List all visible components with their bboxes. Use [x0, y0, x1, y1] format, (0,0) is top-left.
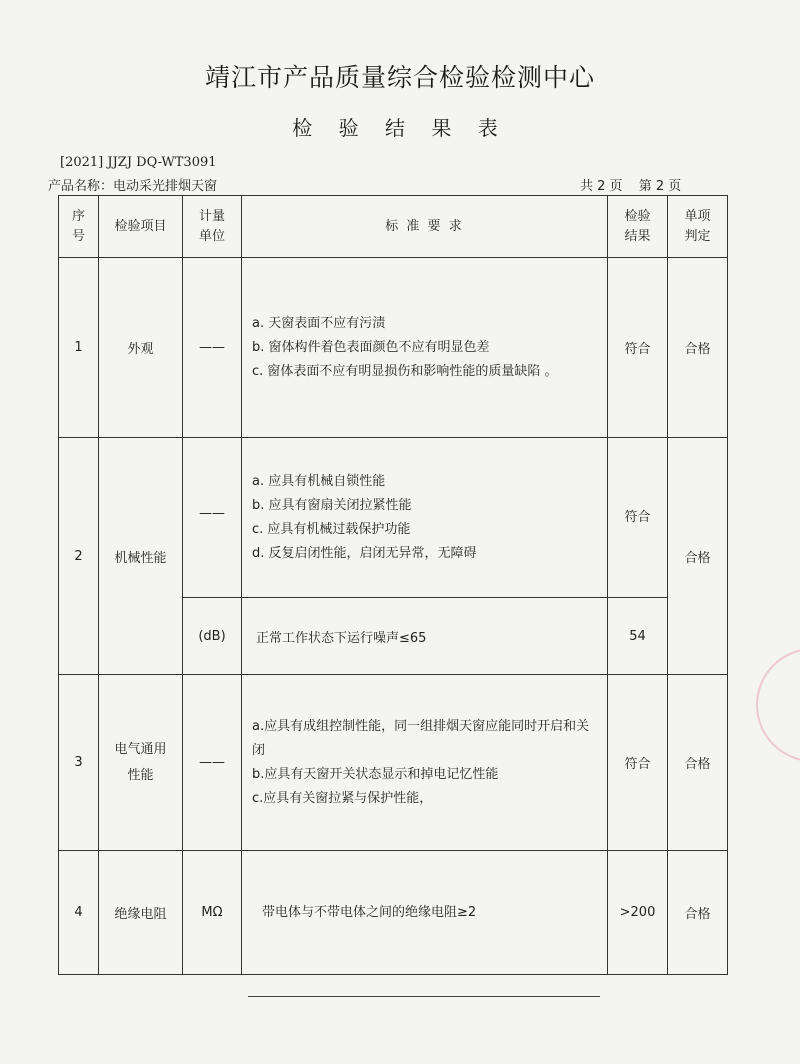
- row-unit: ——: [183, 675, 242, 851]
- table-row: [59, 258, 728, 438]
- header-standard: 标 准 要 求: [242, 196, 608, 258]
- row-item: 机械性能: [99, 438, 183, 675]
- end-divider: [248, 996, 600, 997]
- row-seq: 4: [59, 851, 99, 975]
- standard-line: a. 天窗表面不应有污渍: [252, 315, 386, 331]
- standard-line: a. 应具有机械自锁性能: [252, 473, 386, 489]
- standard-line: a.应具有成组控制性能，同一组排烟天窗应能同时开启和关闭: [252, 718, 590, 758]
- row-item: 外观: [99, 258, 183, 438]
- header-unit: 计量单位: [183, 196, 242, 258]
- row-unit: MΩ: [183, 851, 242, 975]
- standard-line: b.应具有天窗开关状态显示和掉电记忆性能: [252, 766, 499, 782]
- standard-line: c.应具有关窗拉紧与保护性能，: [252, 790, 433, 806]
- current-page: 第 2 页: [638, 179, 682, 194]
- row-standard: [242, 258, 608, 438]
- org-title: 靖江市产品质量综合检验检测中心: [204, 63, 595, 92]
- row-standard: [242, 438, 608, 598]
- product-name: 产品名称：电动采光排烟天窗: [48, 179, 218, 194]
- header-verdict: 单项判定: [668, 196, 728, 258]
- row-result: >200: [608, 851, 668, 975]
- row-verdict: 合格: [668, 851, 728, 975]
- row-standard: 带电体与不带电体之间的绝缘电阻≥2: [242, 851, 608, 975]
- header-result: 检验结果: [608, 196, 668, 258]
- table-row: [59, 675, 728, 851]
- table-row: [59, 438, 728, 598]
- subrow-result: 54: [608, 598, 668, 675]
- row-seq: 1: [59, 258, 99, 438]
- standard-line: b. 窗体构件着色表面颜色不应有明显色差: [252, 339, 490, 355]
- standard-line: b. 应具有窗扇关闭拉紧性能: [252, 497, 412, 513]
- header-item: 检验项目: [99, 196, 183, 258]
- table-header-row: [59, 196, 728, 258]
- row-seq: 3: [59, 675, 99, 851]
- row-unit: ——: [183, 438, 242, 598]
- seal-stamp: [756, 648, 800, 762]
- row-result: 符合: [608, 258, 668, 438]
- standard-line: d. 反复启闭性能，启闭无异常，无障碍: [252, 545, 477, 561]
- total-pages: 共 2 页: [580, 179, 623, 194]
- page-info: [580, 175, 693, 194]
- row-standard: [242, 675, 608, 851]
- table-row: [59, 851, 728, 975]
- standard-line: c. 应具有机械过载保护功能: [252, 521, 411, 537]
- row-verdict: 合格: [668, 675, 728, 851]
- row-unit: ——: [183, 258, 242, 438]
- header-seq: 序号: [59, 196, 99, 258]
- standard-line: c. 窗体表面不应有明显损伤和影响性能的质量缺陷 。: [252, 363, 558, 379]
- row-result: 符合: [608, 438, 668, 598]
- row-verdict: 合格: [668, 438, 728, 675]
- row-result: 符合: [608, 675, 668, 851]
- row-item: 绝缘电阻: [99, 851, 183, 975]
- row-item: 电气通用性能: [99, 675, 183, 851]
- row-seq: 2: [59, 438, 99, 675]
- row-verdict: 合格: [668, 258, 728, 438]
- doc-title: 检 验 结 果 表: [292, 116, 508, 140]
- report-number: [2021] JJZJ DQ-WT3091: [60, 155, 217, 170]
- results-table: [58, 195, 728, 975]
- subrow-unit: (dB): [183, 598, 242, 675]
- subrow-standard: 正常工作状态下运行噪声≤65: [242, 598, 608, 675]
